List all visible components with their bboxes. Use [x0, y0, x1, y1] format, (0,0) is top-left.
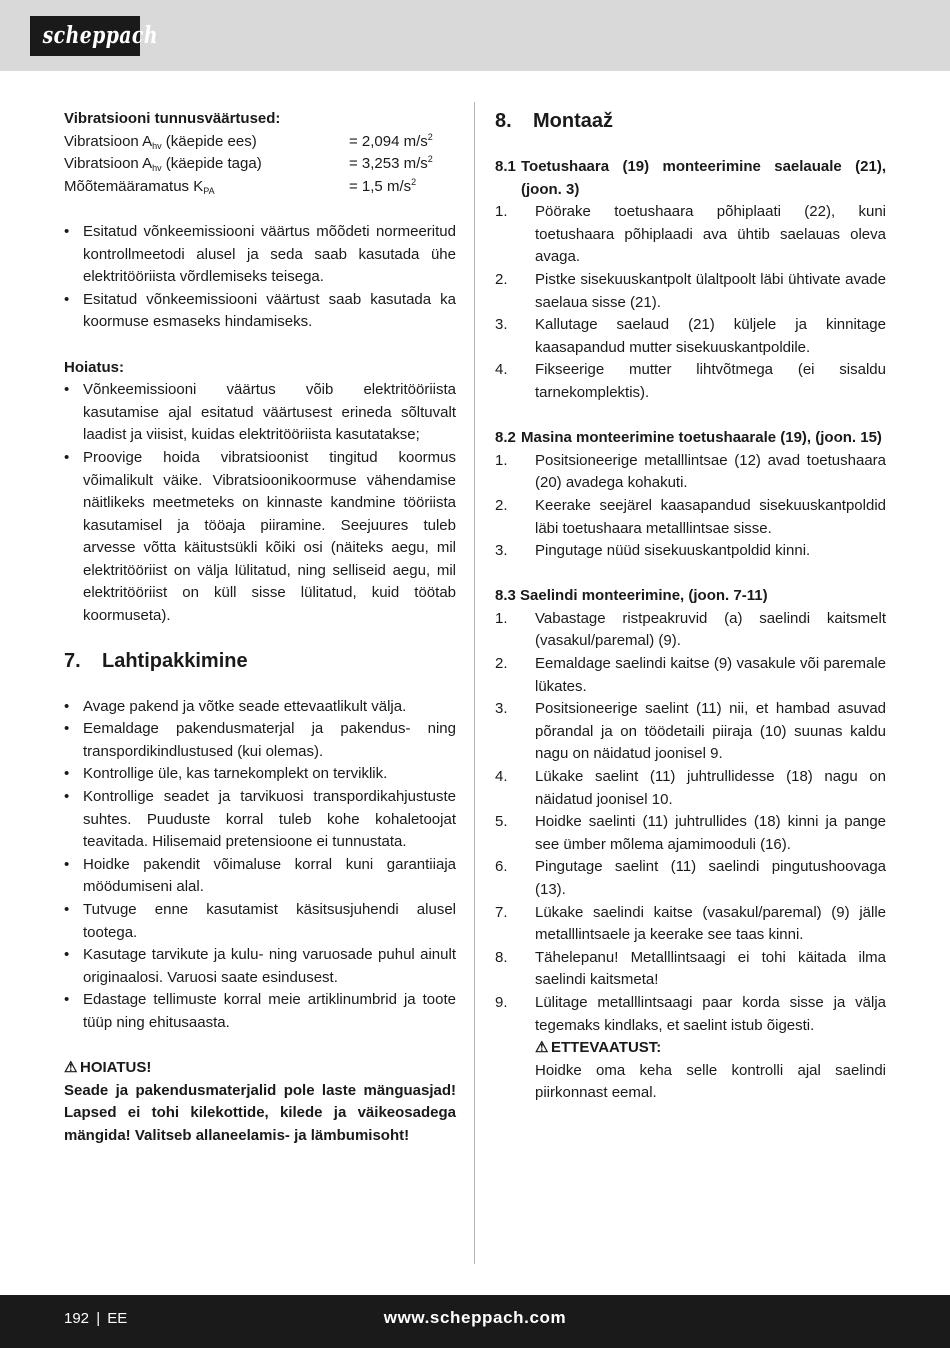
step-text: Tähelepanu! Metalllintsaagi ei tohi käitada ilma saelindi kaitsmeta!: [535, 948, 886, 989]
left-column: [64, 108, 456, 1148]
step-number: 1.: [495, 451, 508, 469]
step-number: 1.: [495, 203, 508, 221]
list-item: • Kontrollige seadet ja tarvikuosi transpordikahjustuste suhtes. Puuduste korral tuleb kohe kohaletoojat teavitada. Hilisemaid pretensioone ei tunnustata.: [64, 786, 456, 854]
list-item: • Kontrollige üle, kas tarnekomplekt on terviklik.: [64, 763, 456, 786]
vibration-notes-list: [64, 221, 456, 334]
list-item: • Edastage tellimuste korral meie artiklinumbrid ja toote tüüp ning ehitusaasta.: [64, 989, 456, 1034]
step-item: [495, 766, 886, 811]
step-item: [495, 947, 886, 992]
page-header: [0, 0, 950, 71]
section-7-title: Lahtipakkimine: [102, 649, 248, 672]
step-text: Pingutage saelint (11) saelindi pingutushoovaga (13).: [535, 858, 886, 898]
list-item: • Võnkeemissiooni väärtus võib elektritööriista kasutamise ajal esitatud väärtusest erineda sõltuvalt laadist ja viisist, kuidas elektritööriista kasutatakse;: [64, 379, 456, 447]
step-item: [495, 540, 886, 563]
caution-triangle-icon: ⚠: [535, 1039, 549, 1057]
step-number: 7.: [495, 903, 508, 921]
step-number: 3.: [495, 700, 508, 718]
step-number: 8.: [495, 948, 508, 966]
step-item: [495, 450, 886, 495]
website-link[interactable]: www.scheppach.com: [383, 1308, 567, 1327]
step-text: Keerake seejärel kaasapandud sisekuuskantpoldid läbi toetushaara metalllintsae sisse.: [535, 496, 886, 537]
steps-8-3: [495, 608, 886, 1037]
step-text: Fikseerige mutter lihtvõtmega (ei sisaldu tarnekomplektis).: [535, 361, 886, 401]
step-number: 3.: [495, 542, 508, 560]
subsection-8-2-title: Masina monteerimine toetushaarale (19), (joon. 15): [521, 429, 882, 447]
right-column: [495, 108, 886, 1105]
step-text: Positsioneerige saelint (11) nii, et hambad asuvad põrandal ja on töödetaili piiraja (10) suunas kaldu nagu on näidatud joonisel 9.: [535, 700, 886, 763]
step-text: Eemaldage saelindi kaitse (9) vasakule või paremale lükates.: [535, 655, 886, 695]
vibration-row: [64, 176, 456, 199]
subsection-8-2-number: 8.2: [495, 429, 516, 447]
brand-logo: scheppach: [30, 16, 140, 56]
step-text: Pingutage nüüd sisekuuskantpoldid kinni.: [535, 542, 811, 560]
warning-title: HOIATUS!: [80, 1059, 152, 1077]
subsection-8-3-title: 8.3 Saelindi monteerimine, (joon. 7-11): [495, 587, 768, 605]
step-text: Lükake saelint (11) juhtrullidesse (18) nagu on näidatud joonisel 10.: [535, 768, 886, 808]
hoiatus-title: Hoiatus:: [64, 358, 124, 376]
vibration-value: = 2,094 $m/s^2$: [349, 131, 433, 150]
list-item: • Hoidke pakendit võimaluse korral kuni garantiiaja möödumiseni alal.: [64, 854, 456, 899]
step-item: [495, 992, 886, 1037]
section-7-heading: [64, 648, 456, 674]
steps-8-1: [495, 201, 886, 404]
step-text: Pöörake toetushaara põhiplaati (22), kuni toetushaara põhiplaadi ava ühtib saelauas oleva avaga.: [535, 203, 886, 266]
step-item: [495, 201, 886, 269]
subsection-8-2-heading: [495, 427, 886, 450]
step-number: 1.: [495, 609, 508, 627]
step-number: 6.: [495, 858, 508, 876]
step-item: [495, 698, 886, 766]
warning-triangle-icon: ⚠: [64, 1059, 78, 1077]
page-number-value: 192: [64, 1310, 90, 1327]
step-number: 3.: [495, 316, 508, 334]
step-item: [495, 314, 886, 359]
step-item: [495, 608, 886, 653]
step-item: [495, 811, 886, 856]
section-8-title: Montaaž: [533, 110, 613, 132]
step-number: 4.: [495, 361, 508, 379]
vibration-values: [64, 131, 456, 199]
list-item: • Esitatud võnkeemissiooni väärtust saab kasutada ka koormuse esmaseks hindamiseks.: [64, 289, 456, 334]
subsection-8-1-heading: [495, 156, 886, 201]
step-text: Pistke sisekuuskantpolt ülaltpoolt läbi ühtivate avade saelaua sisse (21).: [535, 270, 886, 311]
vibration-row: [64, 131, 456, 154]
step-text: Lülitage metalllintsaagi paar korda sisse ja välja tegemaks kindlaks, et saelint istub õigesti.: [535, 993, 886, 1034]
list-item: • Eemaldage pakendusmaterjal ja pakendus- ning transpordikindlustused (kui olemas).: [64, 718, 456, 763]
list-item: • Tutvuge enne kasutamist käsitsusjuhendi alusel tootega.: [64, 899, 456, 944]
step-number: 9.: [495, 993, 508, 1011]
step-number: 2.: [495, 496, 508, 514]
step-text: Kallutage saelaud (21) küljele ja kinnitage kaasapandud mutter sisekuuskantpoldile.: [535, 316, 886, 356]
unpacking-list: [64, 696, 456, 1035]
caution-title: ETTEVAATUST:: [551, 1039, 662, 1057]
caution-block: [495, 1037, 886, 1105]
caution-text: Hoidke oma keha selle kontrolli ajal saelindi piirkonnast eemal.: [535, 1061, 886, 1102]
list-item: • Kasutage tarvikute ja kulu- ning varuosade puhul ainult originaalosi. Varuosi saate esindusest.: [64, 944, 456, 989]
step-item: [495, 653, 886, 698]
step-item: [495, 856, 886, 901]
step-text: Lükake saelindi kaitse (vasakul/paremal) (9) jälle metalllintsaele ja keerake see taas kinni.: [535, 903, 886, 944]
warning-text: Seade ja pakendusmaterjalid pole laste mänguasjad! Lapsed ei tohi kilekottide, kilede ja väikeosadega mängida! Valitseb allaneelamis- ja lämbumisoht!: [64, 1081, 456, 1144]
subsection-8-1-title: Toetushaara (19) monteerimine saelauale (21), (joon. 3): [521, 158, 886, 198]
vibration-row: [64, 153, 456, 176]
subsection-8-1-number: 8.1: [495, 158, 516, 175]
section-8-heading: [495, 108, 886, 134]
vibration-label: Vibratsioon $A_{hv}$ (käepide ees): [64, 132, 257, 151]
steps-8-2: [495, 450, 886, 563]
vibration-label: Mõõtemääramatus $K_{PA}$: [64, 177, 215, 196]
step-number: 5.: [495, 813, 508, 831]
step-text: Hoidke saelinti (11) juhtrullides (18) kinni ja pange see ümber mõlema ajamimooduli (16).: [535, 813, 886, 853]
step-text: Positsioneerige metalllintsae (12) avad toetushaara (20) avadega kohakuti.: [535, 451, 886, 492]
section-7-number: 7.: [64, 649, 81, 672]
caution-heading: [535, 1037, 886, 1060]
step-item: [495, 359, 886, 404]
footer-separator: |: [96, 1310, 101, 1327]
step-number: 2.: [495, 655, 508, 673]
step-text: Vabastage ristpeakruvid (a) saelindi kaitsmelt (vasakul/paremal) (9).: [535, 609, 886, 650]
list-item: • Avage pakend ja võtke seade ettevaatlikult välja.: [64, 696, 456, 719]
vibration-value: = 3,253 $m/s^2$: [349, 154, 433, 173]
hoiatus-list: [64, 379, 456, 628]
step-number: 4.: [495, 768, 508, 786]
section-8-number: 8.: [495, 110, 512, 132]
warning-heading: [64, 1057, 456, 1080]
step-item: [495, 902, 886, 947]
column-divider: [474, 102, 475, 1264]
language-code: EE: [107, 1310, 128, 1327]
vibration-value: = 1,5 $m/s^2$: [349, 176, 417, 195]
page-footer: [0, 1295, 950, 1348]
step-item: [495, 269, 886, 314]
step-item: [495, 495, 886, 540]
list-item: • Esitatud võnkeemissiooni väärtus mõõdeti normeeritud kontrollmeetodi alusel ja seda saab kasutada ühe elektritööriista võrdlemiseks teisega.: [64, 221, 456, 289]
step-number: 2.: [495, 270, 508, 288]
vibration-label: Vibratsioon $A_{hv}$ (käepide taga): [64, 155, 262, 174]
list-item: • Proovige hoida vibratsioonist tingitud koormus võimalikult väike. Vibratsioonikoormuse vähendamise näitlikeks meetmeteks on kinnaste kandmine tööriista kasutamisel ja tööaja piiramine. Seejuures tuleb arvesse võtta käitustsükli kõiki osi (näiteks aegu, mil elektritööriist on välja lülitatud, ning selliseid aegu, mil elektritööriist on küll sisse lülitatud, kuid töötab koormuseta).: [64, 447, 456, 628]
vibration-title: Vibratsiooni tunnusväärtused:: [64, 110, 281, 127]
